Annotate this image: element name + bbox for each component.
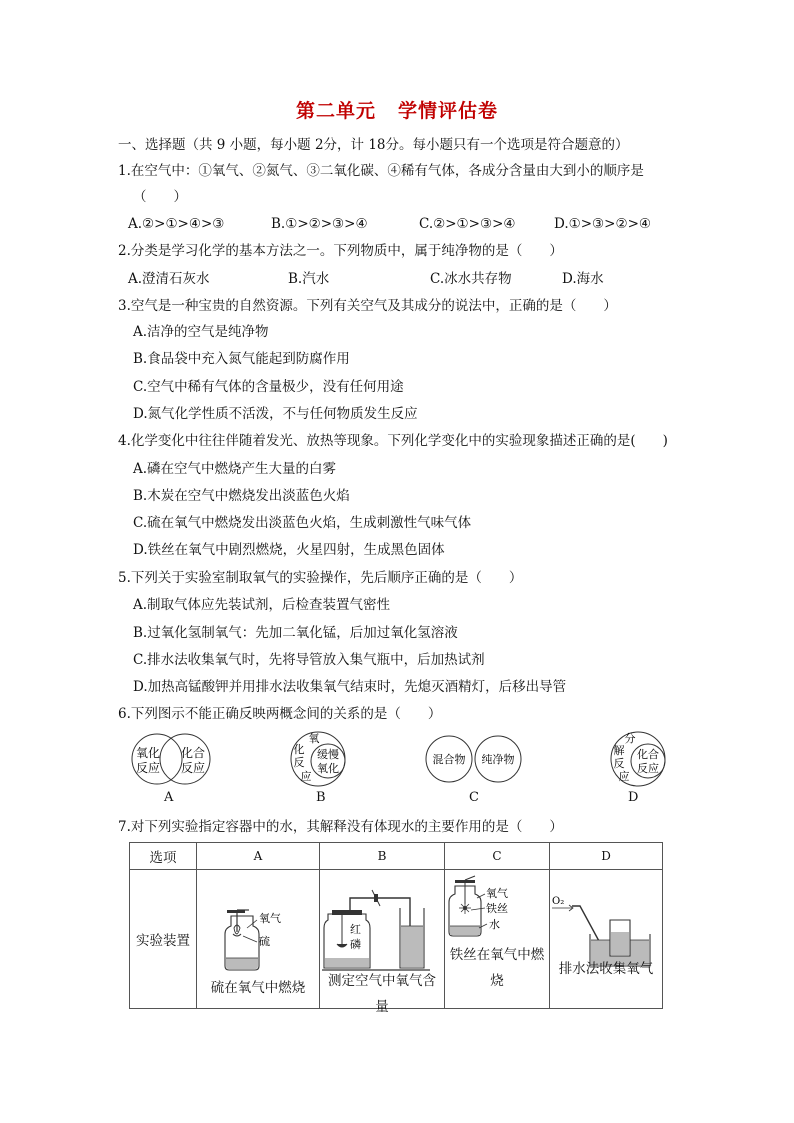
venn-d-inner-1: 化合 — [637, 748, 659, 761]
venn-b-outer-3: 反 — [293, 756, 305, 769]
option-b[interactable]: B.食品袋中充入氮气能起到防腐作用 — [133, 351, 350, 367]
header-cell-b: B — [320, 843, 445, 870]
apparatus-cell-b[interactable] — [320, 870, 445, 1015]
option-b[interactable]: B.①>②>③>④ — [271, 216, 368, 232]
header-cell-c: C — [445, 843, 550, 870]
venn-d-outer-4: 应 — [618, 770, 630, 783]
venn-d-inner-2: 反应 — [637, 762, 659, 775]
option-d[interactable]: D.铁丝在氧气中剧烈燃烧，火星四射，生成黑色固体 — [133, 542, 445, 558]
venn-b-outer-2: 化 — [293, 743, 305, 756]
option-d[interactable]: D.加热高锰酸钾并用排水法收集氧气结束时，先熄灭酒精灯，后移出导管 — [133, 679, 567, 695]
caption-c-line-1: 铁丝在氧气中燃 — [449, 947, 545, 963]
label-o2: O₂ — [552, 896, 565, 907]
venn-diagram-c[interactable] — [424, 730, 524, 788]
venn-diagram-a[interactable] — [130, 730, 212, 788]
option-a[interactable]: A.磷在空气中燃烧产生大量的白雾 — [133, 461, 337, 477]
header-cell-option: 选项 — [130, 843, 197, 870]
option-c[interactable]: C.②>①>③>④ — [419, 216, 516, 232]
option-b[interactable]: B.过氧化氢制氧气：先加二氧化锰，后加过氧化氢溶液 — [133, 625, 458, 641]
option-c[interactable]: C.空气中稀有气体的含量极少，没有任何用途 — [133, 379, 404, 395]
option-c[interactable]: C.排水法收集氧气时，先将导管放入集气瓶中，后加热试剂 — [133, 652, 485, 668]
venn-a-left-label-2: 反应 — [135, 761, 161, 775]
question-4-stem: 4.化学变化中往往伴随着发光、放热等现象。下列化学变化中的实验现象描述正确的是( ) — [118, 433, 668, 449]
label-sulfur: 硫 — [259, 935, 270, 948]
venn-d-outer-1: 分 — [624, 732, 636, 745]
section-heading: 一、选择题（共 9 小题，每小题 2分，计 18分。每小题只有一个选项是符合题意的） — [118, 137, 629, 153]
venn-d-outer-2: 解 — [613, 744, 625, 757]
venn-b-outer-1: 氧 — [308, 732, 320, 745]
table-header-row — [130, 843, 663, 870]
question-2-stem: 2.分类是学习化学的基本方法之一。下列物质中，属于纯净物的是（ ） — [118, 243, 563, 259]
caption-d: 排水法收集氧气 — [558, 961, 654, 977]
label-iron-wire: 铁丝 — [486, 902, 508, 915]
option-a[interactable]: A.洁净的空气是纯净物 — [133, 324, 269, 340]
question-3-stem: 3.空气是一种宝贵的自然资源。下列有关空气及其成分的说法中，正确的是（ ） — [118, 298, 617, 314]
apparatus-cell-a[interactable] — [197, 870, 320, 1009]
question-5-stem: 5.下列关于实验室制取氧气的实验操作，先后顺序正确的是（ ） — [118, 570, 523, 586]
header-cell-d: D — [550, 843, 663, 870]
venn-b-inner-2: 氧化 — [317, 762, 339, 775]
venn-label-b: B — [316, 790, 326, 805]
venn-d-outer-3: 反 — [613, 757, 625, 770]
venn-c-left-label: 混合物 — [432, 753, 466, 766]
row-label-cell: 实验装置 — [130, 870, 197, 1009]
option-c[interactable]: C.冰水共存物 — [430, 271, 512, 287]
venn-diagram-b[interactable] — [286, 730, 350, 788]
venn-label-c: C — [469, 790, 479, 805]
question-6-stem: 6.下列图示不能正确反映两概念间的关系的是（ ） — [118, 706, 442, 722]
option-d[interactable]: D.氮气化学性质不活泼，不与任何物质发生反应 — [133, 406, 418, 422]
option-d[interactable]: D.①>③>②>④ — [554, 216, 651, 232]
caption-b-line-2: 量 — [375, 999, 389, 1015]
question-7-stem: 7.对下列实验指定容器中的水，其解释没有体现水的主要作用的是（ ） — [118, 819, 563, 835]
label-phosphorus: 磷 — [350, 938, 361, 951]
venn-b-outer-4: 应 — [300, 770, 312, 783]
venn-label-d: D — [628, 790, 639, 805]
apparatus-cell-d[interactable] — [550, 870, 663, 1009]
label-oxygen: 氧气 — [486, 887, 508, 900]
option-b[interactable]: B.汽水 — [288, 271, 330, 287]
venn-a-right-label-1: 化合 — [180, 746, 206, 760]
venn-a-right-label-2: 反应 — [180, 761, 206, 775]
title-name: 学情评估卷 — [398, 100, 499, 122]
option-b[interactable]: B.木炭在空气中燃烧发出淡蓝色火焰 — [133, 488, 350, 504]
venn-b-inner-1: 缓慢 — [317, 748, 339, 761]
water-collection-apparatus-drawing — [550, 870, 668, 1008]
option-a[interactable]: A.澄清石灰水 — [128, 271, 210, 287]
option-a[interactable]: A.制取气体应先装试剂，后检查装置气密性 — [133, 597, 391, 613]
caption-a: 硫在氧气中燃烧 — [210, 980, 306, 996]
venn-c-right-label: 纯净物 — [481, 753, 515, 766]
header-cell-a: A — [197, 843, 320, 870]
question-1-stem: 1.在空气中：①氧气、②氮气、③二氧化碳、④稀有气体，各成分含量由大到小的顺序是 — [118, 163, 644, 179]
table-row — [130, 870, 663, 1009]
experiment-table — [129, 842, 663, 1015]
page-title — [0, 96, 794, 123]
option-c[interactable]: C.硫在氧气中燃烧发出淡蓝色火焰，生成刺激性气味气体 — [133, 515, 472, 531]
label-water: 水 — [489, 918, 500, 931]
venn-label-a: A — [164, 790, 174, 805]
apparatus-cell-c[interactable] — [445, 870, 550, 1009]
title-unit: 第二单元 — [295, 100, 376, 122]
label-oxygen: 氧气 — [259, 912, 281, 925]
caption-b-line-1: 测定空气中氧气含 — [328, 973, 436, 989]
caption-c-line-2: 烧 — [490, 973, 504, 989]
option-a[interactable]: A.②>①>④>③ — [128, 216, 225, 232]
label-red: 红 — [350, 923, 361, 936]
venn-a-left-label-1: 氧化 — [135, 746, 161, 760]
option-d[interactable]: D.海水 — [562, 271, 604, 287]
question-1-stem-cont: （ ） — [133, 189, 187, 205]
venn-diagram-d[interactable] — [606, 730, 670, 788]
